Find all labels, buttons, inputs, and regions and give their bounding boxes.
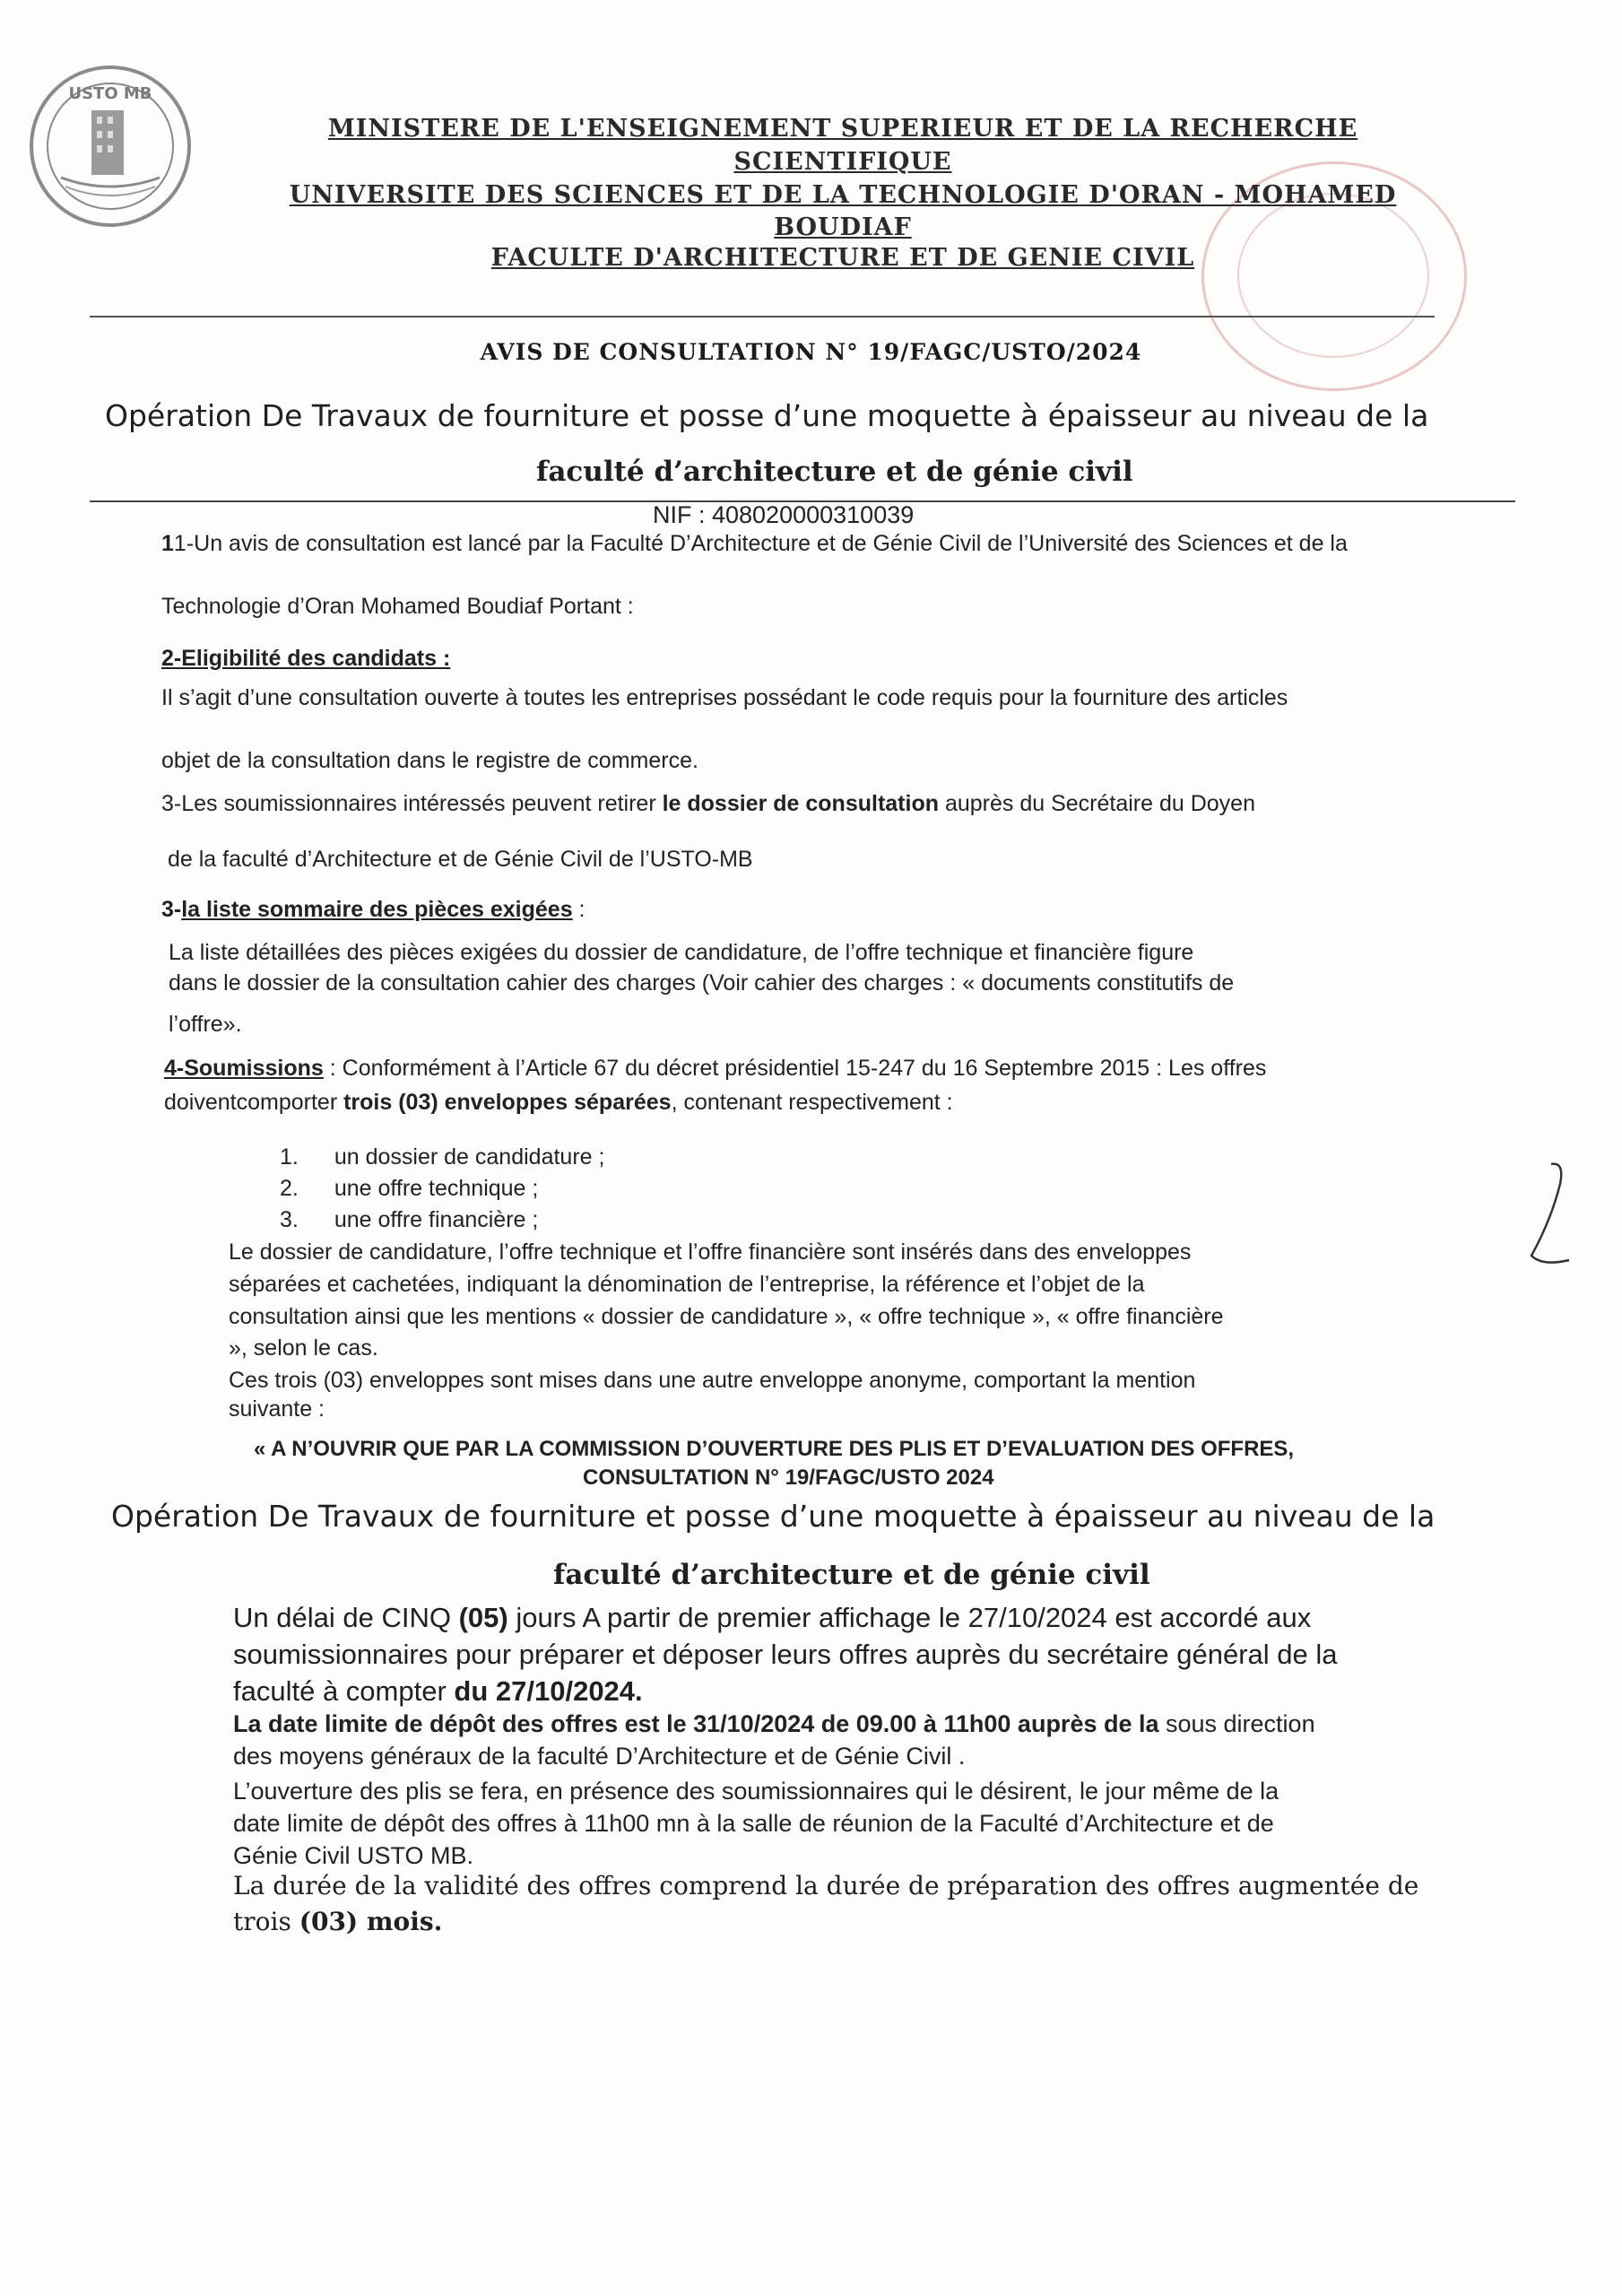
envelope-line3: consultation ainsi que les mentions « dossier de candidature », « offre technique », « offre financière xyxy=(229,1304,1224,1329)
section2-line1: Il s’agit d’une consultation ouverte à toutes les entreprises possédant le code requis pour la fourniture des articles xyxy=(161,685,1288,710)
envelope-line6: suivante : xyxy=(229,1396,325,1422)
list-item: 1. un dossier de candidature ; xyxy=(280,1144,605,1170)
envelope-line4: », selon le cas. xyxy=(229,1335,378,1361)
section3b-heading: 3-la liste sommaire des pièces exigées : xyxy=(161,897,585,922)
envelope-line1: Le dossier de candidature, l’offre technique et l’offre financière sont insérés dans des enveloppes xyxy=(229,1239,1192,1265)
validity-line2: trois (03) mois. xyxy=(233,1907,443,1936)
section3b-line1: La liste détaillées des pièces exigées du dossier de candidature, de l’offre technique et financière figure xyxy=(169,940,1194,965)
header-ministry-line2: SCIENTIFIQUE xyxy=(733,148,952,176)
header-university-line1: UNIVERSITE DES SCIENCES ET DE LA TECHNOLOGIE D'ORAN - MOHAMED xyxy=(289,181,1397,209)
section4-line1: 4-Soumissions : Conformément à l’Article 67 du décret présidentiel 15-247 du 16 Septembre 2015 : Les offres xyxy=(164,1056,1267,1081)
delay-line3: faculté à compter du 27/10/2024. xyxy=(233,1675,643,1707)
section2-line2: objet de la consultation dans le registre de commerce. xyxy=(161,748,698,773)
closing-operation-line2: faculté d’architecture et de génie civil xyxy=(553,1559,1150,1591)
section4-line2: doiventcomporter trois (03) enveloppes séparées, contenant respectivement : xyxy=(164,1090,953,1115)
section3b-line3: l’offre». xyxy=(169,1012,242,1037)
section2-heading: 2-Eligibilité des candidats : xyxy=(161,646,451,671)
handwritten-initial xyxy=(1515,1157,1578,1274)
opening-line1: L’ouverture des plis se fera, en présence des soumissionnaires qui le désirent, le jour même de la xyxy=(233,1778,1279,1805)
operation-title-line1: Opération De Travaux de fourniture et posse d’une moquette à épaisseur au niveau de la xyxy=(105,398,1429,433)
closing-operation-line1: Opération De Travaux de fourniture et posse d’une moquette à épaisseur au niveau de la xyxy=(111,1499,1436,1534)
operation-title-line2: faculté d’architecture et de génie civil xyxy=(536,456,1133,488)
university-logo-seal xyxy=(25,61,195,231)
envelope-line5: Ces trois (03) enveloppes sont mises dans une autre enveloppe anonyme, comportant la mention xyxy=(229,1368,1196,1393)
section3-line1: 3-Les soumissionnaires intéressés peuvent retirer le dossier de consultation auprès du Secrétaire du Doyen xyxy=(161,791,1255,816)
opening-line2: date limite de dépôt des offres à 11h00 mn à la salle de réunion de la Faculté d’Architecture et de xyxy=(233,1810,1274,1837)
section1-line1: 11-Un avis de consultation est lancé par la Faculté D’Architecture et de Génie Civil de l’Université des Sciences et de la xyxy=(161,531,1348,556)
header-divider xyxy=(90,316,1435,317)
list-item: 3. une offre financière ; xyxy=(280,1207,539,1232)
svg-text:USTO MB: USTO MB xyxy=(68,84,152,103)
delay-line1: Un délai de CINQ (05) jours A partir de premier affichage le 27/10/2024 est accordé aux xyxy=(233,1602,1312,1633)
mention-line2: CONSULTATION N° 19/FAGC/USTO 2024 xyxy=(583,1465,994,1490)
section3b-line2: dans le dossier de la consultation cahier des charges (Voir cahier des charges : « documents constitutifs de xyxy=(169,970,1235,996)
header-university-line2: BOUDIAF xyxy=(774,213,912,241)
delay-line2: soumissionnaires pour préparer et déposer leurs offres auprès du secrétaire général de la xyxy=(233,1639,1338,1670)
deadline-line2: des moyens généraux de la faculté D’Architecture et de Génie Civil . xyxy=(233,1743,966,1770)
mention-line1: « A N’OUVRIR QUE PAR LA COMMISSION D’OUVERTURE DES PLIS ET D’EVALUATION DES OFFRES, xyxy=(254,1437,1295,1461)
header-faculty: FACULTE D'ARCHITECTURE ET DE GENIE CIVIL xyxy=(490,244,1195,272)
envelope-line2: séparées et cachetées, indiquant la dénomination de l’entreprise, la référence et l’objet de la xyxy=(229,1272,1145,1297)
section3-line2: de la faculté d’Architecture et de Génie Civil de l’USTO-MB xyxy=(168,847,753,872)
validity-line1: La durée de la validité des offres comprend la durée de préparation des offres augmentée de xyxy=(233,1871,1419,1900)
list-item: 2. une offre technique ; xyxy=(280,1176,539,1201)
header-ministry-line1: MINISTERE DE L'ENSEIGNEMENT SUPERIEUR ET DE LA RECHERCHE xyxy=(327,115,1358,143)
opening-line3: Génie Civil USTO MB. xyxy=(233,1842,474,1869)
notice-title: AVIS DE CONSULTATION N° 19/FAGC/USTO/2024 xyxy=(480,339,1142,365)
section1-line2: Technologie d’Oran Mohamed Boudiaf Portant : xyxy=(161,594,634,619)
deadline-line1: La date limite de dépôt des offres est le 31/10/2024 de 09.00 à 11h00 auprès de la sous direction xyxy=(233,1710,1315,1737)
nif-number: NIF : 408020000310039 xyxy=(653,501,915,528)
